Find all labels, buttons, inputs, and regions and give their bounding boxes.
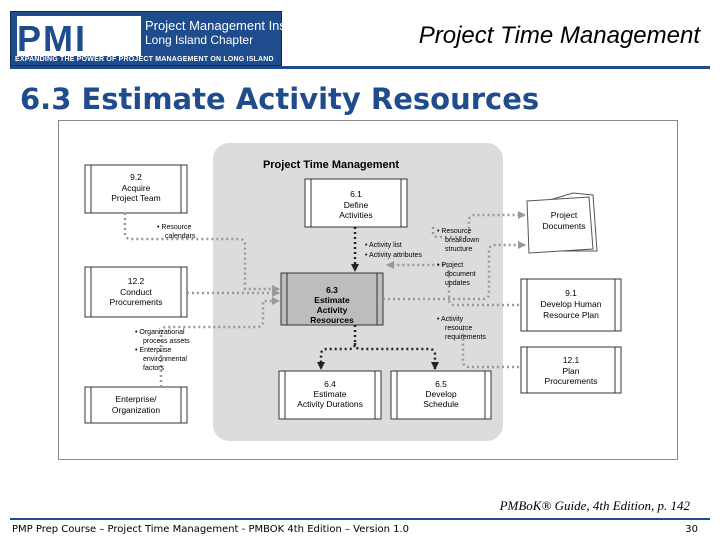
node-label: 6.5 Develop Schedule [423,379,459,409]
footer-text: PMP Prep Course – Project Time Management - PMBOK 4th Edition – Version 1.0 [12,524,410,535]
node-9-1-develop-human-resource-plan [521,279,621,331]
node-label: 12.1 Plan Procurements [544,355,598,386]
node-12-2-conduct-procurements [85,267,187,317]
pmi-chapter-logo [10,11,315,66]
source-citation: PMBoK® Guide, 4th Edition, p. 142 [499,498,690,513]
node-label: 9.1 Develop Human Resource Plan [540,288,602,320]
label-activity-resource-requirements: • Activity resource requirements [437,316,486,341]
region-title: Project Time Management [262,159,400,171]
org-tagline: EXPANDING THE POWER OF PROJECT MANAGEMENT ON LONG ISLAND [15,56,274,63]
org-name-line2: Long Island Chapter [145,33,254,47]
node-label: 6.1 Define Activities [339,189,373,220]
page-number: 30 [685,524,698,535]
pmi-mark [17,16,141,59]
node-label: 6.3 Estimate Activity Resources [310,285,354,325]
header-title: Project Time Management [418,22,700,49]
pmi-mark-text: PMI [17,18,88,59]
node-label: 12.2 Conduct Procurements [109,276,163,307]
process-diagram-figure [58,120,678,460]
node-enterprise-organization [85,387,187,423]
node-project-documents [527,193,597,253]
node-6-1-define-activities [305,179,407,227]
node-9-2-acquire-project-team [85,165,187,213]
slide-title: 6.3 Estimate Activity Resources [20,82,540,116]
org-name-line1: Project Management Institute [145,18,315,33]
node-6-3-estimate-activity-resources [281,273,383,325]
node-12-1-plan-procurements [521,347,621,393]
node-6-4-estimate-activity-durations [279,371,381,419]
node-6-5-develop-schedule [391,371,491,419]
node-label: Enterprise/ Organization [111,394,161,415]
node-label: Project Documents [542,210,586,231]
label-activity-list-attributes: • Activity list • Activity attributes [365,242,422,259]
header-divider [10,66,710,69]
footer-divider [10,518,710,520]
node-label: 9.2 Acquire Project Team [111,172,161,203]
label-resource-calendars: • Resource calendars [157,224,196,240]
node-label: 6.4 Estimate Activity Durations [297,379,363,409]
process-diagram [59,121,677,459]
label-rbs-document-updates: • Resource breakdown structure • Project document updates [437,228,480,287]
label-opa-eef: • Organizational process assets • Enterprise environmental factors [135,329,190,372]
